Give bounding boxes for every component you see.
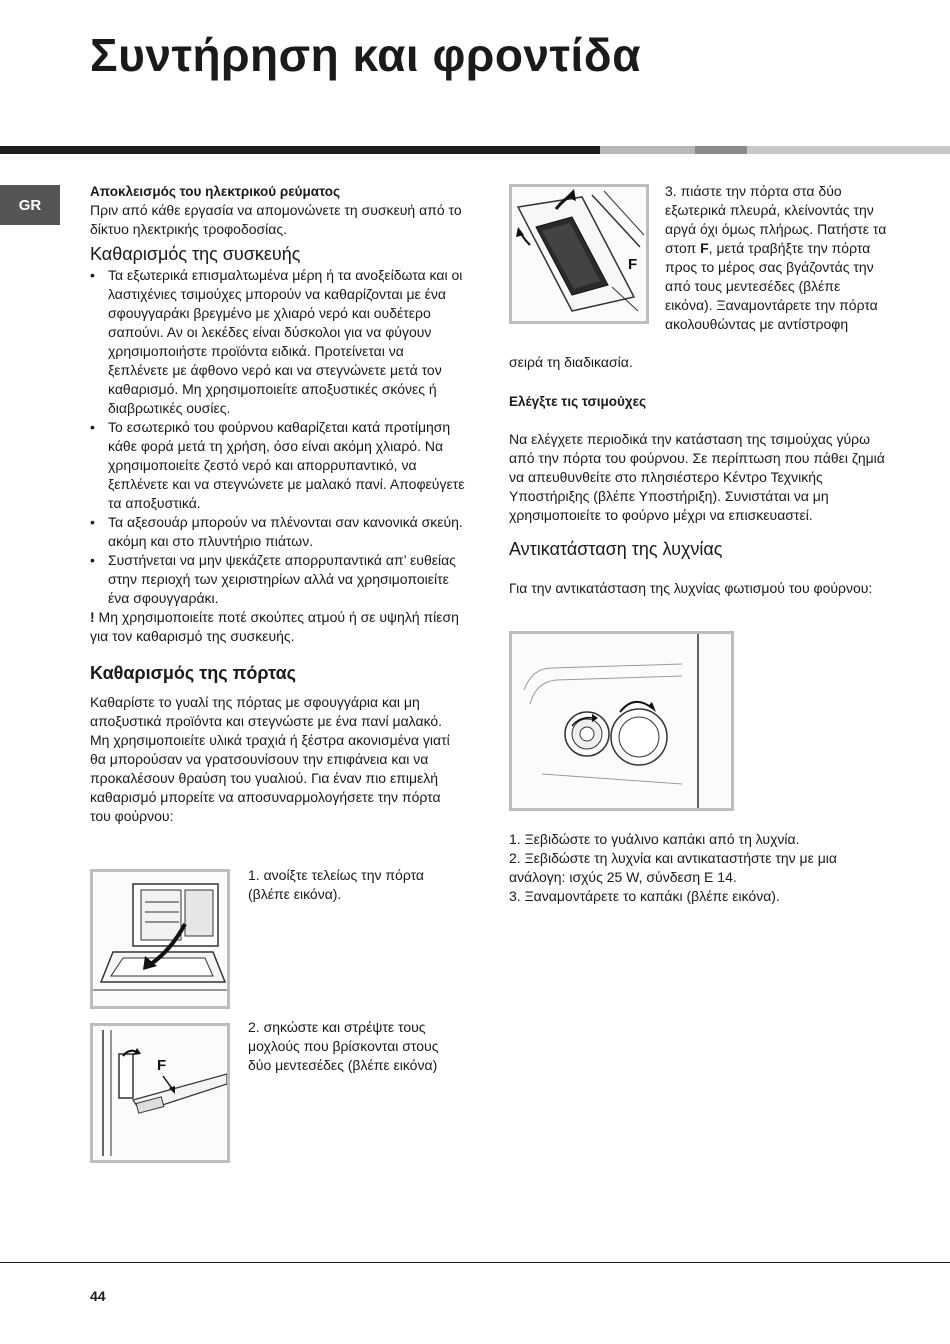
list-item: 3. Ξαναμοντάρετε το καπάκι (βλέπε εικόνα). [509, 888, 780, 904]
header-rule-mid [695, 146, 747, 154]
power-heading: Αποκλεισμός του ηλεκτρικού ρεύματος [90, 184, 341, 199]
list-item: • Συστήνεται να μην ψεκάζετε απορρυπαντικά απ’ ευθείας στην περιοχή των χειριστηρίων αλλά να χρησιμοποιείτε ένα σφουγγαράκι. [90, 551, 465, 608]
steam-warning [90, 608, 465, 646]
hinge-lever-illustration [93, 1026, 227, 1160]
door-stop-label: F [628, 256, 638, 273]
door-open-figure [90, 869, 230, 1009]
page-title: Συντήρηση και φροντίδα [90, 29, 641, 81]
footer-rule [0, 1262, 950, 1263]
door-removal-figure [509, 184, 649, 324]
header-rule-dark [0, 146, 600, 154]
lamp-figure [509, 631, 734, 811]
list-item: • Το εσωτερικό του φούρνου καθαρίζεται κατά προτίμηση κάθε φορά μετά τη χρήση, όσο είναι ακόμη χλιαρό. Να χρησιμοποιείτε ζεστό νερό και απορρυπαντικό, να ξεπλένετε και να στεγνώνετε με μαλακό πανί. Αποφεύγετε τα αποξυστικά. [90, 418, 465, 513]
cleaning-heading: Καθαρισμός της συσκευής [90, 244, 301, 264]
door-removal-illustration [512, 187, 646, 321]
oven-door-open-illustration [93, 872, 227, 1006]
lamp-steps [509, 830, 894, 906]
list-item: • Τα εξωτερικά επισμαλτωμένα μέρη ή τα ανοξείδωτα και οι λαστιχένιες τσιμούχες μπορούν να καθαρίζονται με ένα σφουγγαράκι βρεγμένο με χλιαρό νερό και ουδέτερο σαπούνι. Αν οι λεκέδες είναι δύσκολοι για να φύγουν χρησιμοποιήστε προϊόντα ειδικά. Προτείνεται να ξεπλένετε με άφθονο νερό και να στεγνώνετε μετά τον καθαρισμό. Μη χρησιμοποιείτε αποξυστικές σκόνες ή διαβρωτικές ουσίες. [90, 266, 465, 418]
door-text: Καθαρίστε το γυαλί της πόρτας με σφουγγάρια και μη αποξυστικά προϊόντα και στεγνώστε με ένα πανί μαλακό. Μη χρησιμοποιείτε υλικά τραχιά ή ξέστρα ακονισμένα γιατί θα μπορούσαν να γρατσουνίσουν την επιφάνεια και να προκαλέσουν θραύση του γυαλιού. Για έναν πιο επιμελή καθαρισμό μπορείτε να αποσυναρμολογήσετε την πόρτα του φούρνου: [90, 694, 450, 824]
door-step-3: 3. πιάστε την πόρτα στα δύο εξωτερικά πλευρά, κλείνοντάς την αργά όχι όμως πλήρως. Πατήστε τα στοπ F, μετά τραβήξτε την πόρτα προς το μέρος σας βγάζοντάς την από τους μεντεσέδες (βλέπε εικόνα). Ξαναμοντάρετε την πόρτα ακολουθώντας με αντίστροφη [665, 183, 887, 332]
hinge-stop-label: F [157, 1057, 167, 1074]
lamp-intro: Για την αντικατάσταση της λυχνίας φωτισμού του φούρνου: [509, 580, 873, 596]
page-number: 44 [90, 1288, 106, 1304]
door-step-1: 1. ανοίξτε τελείως την πόρτα (βλέπε εικόνα). [248, 867, 425, 902]
left-column [90, 182, 465, 826]
stop-label: F [700, 240, 709, 256]
door-step-2: 2. σηκώστε και στρέψτε τους μοχλούς που βρίσκονται στους δύο μεντεσέδες (βλέπε εικόνα) [248, 1019, 439, 1073]
seals-text: Να ελέγχετε περιοδικά την κατάσταση της τσιμούχας γύρω από την πόρτα του φούρνου. Σε περίπτωση που πάθει ζημιά να απευθυνθείτε στο πλησιέστερο Κέντρο Τεχνικής Υποστήριξης (βλέπε Υποστήριξη). Συνιστάται να μη χρησιμοποιείτε το φούρνο μέχρι να επισκευαστεί. [509, 431, 885, 523]
lamp-heading: Αντικατάσταση της λυχνίας [509, 539, 723, 559]
power-text: Πριν από κάθε εργασία να απομονώνετε τη συσκευή από το δίκτυο ηλεκτρικής τροφοδοσίας. [90, 202, 462, 237]
lamp-replacement-illustration [512, 634, 731, 808]
hinge-figure [90, 1023, 230, 1163]
warning-text: Μη χρησιμοποιείτε ποτέ σκούπες ατμού ή σε υψηλή πίεση για τον καθαρισμό της συσκευής. [90, 609, 459, 644]
door-step-3-tail: σειρά τη διαδικασία. [509, 354, 633, 370]
lamp-section [509, 540, 894, 598]
warning-icon: ! [90, 609, 95, 625]
list-item: 1. Ξεβιδώστε το γυάλινο καπάκι από τη λυχνία. [509, 831, 800, 847]
cleaning-list [90, 266, 465, 608]
header-rule-pale [747, 146, 950, 154]
door-heading: Καθαρισμός της πόρτας [90, 663, 297, 683]
list-item: • Τα αξεσουάρ μπορούν να πλένονται σαν κανονικά σκεύη. ακόμη και στο πλυντήριο πιάτων. [90, 513, 465, 551]
list-item: 2. Ξεβιδώστε τη λυχνία και αντικαταστήστε την με μια ανάλογη: ισχύς 25 W, σύνδεση E 14. [509, 850, 838, 885]
seals-heading: Ελέγξτε τις τσιμούχες [509, 394, 647, 409]
header-rule-light [600, 146, 695, 154]
seals-section [509, 392, 894, 525]
language-tab: GR [0, 185, 60, 225]
